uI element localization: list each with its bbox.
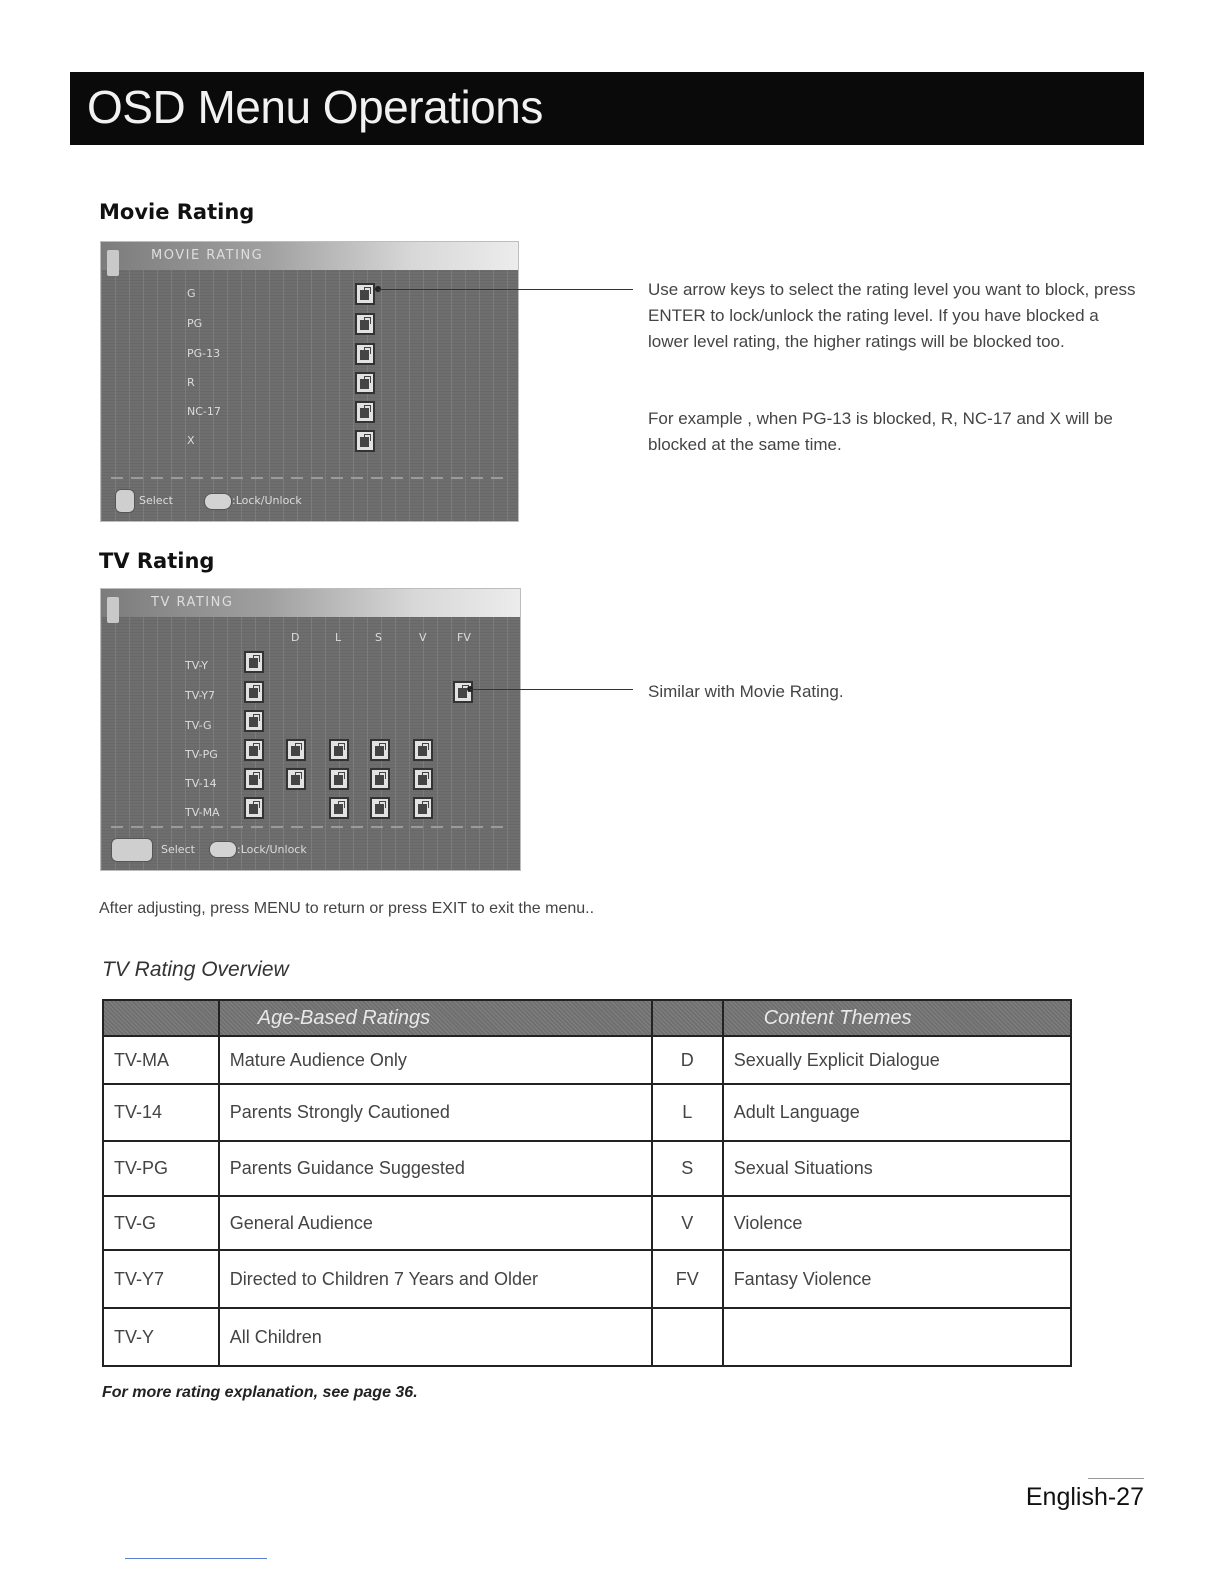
enter-key-icon: [209, 841, 237, 858]
meaning-cell: Directed to Children 7 Years and Older: [219, 1250, 652, 1308]
table-header-spacer: [103, 1000, 219, 1036]
lock-icon: [413, 797, 433, 819]
osd-rating-label: TV-MA: [185, 806, 220, 819]
page-number: English-27: [1025, 1483, 1144, 1511]
osd-rating-label: TV-14: [185, 777, 217, 790]
lock-icon: [244, 797, 264, 819]
meaning-cell: Parents Strongly Cautioned: [219, 1084, 652, 1141]
lock-icon: [329, 739, 349, 761]
rating-cell: TV-MA: [103, 1036, 219, 1084]
osd-rating-label: NC-17: [187, 405, 221, 418]
osd-footer-select: Select: [139, 494, 173, 507]
table-header-spacer: [652, 1000, 723, 1036]
lock-icon: [286, 739, 306, 761]
osd-footer-select: Select: [161, 843, 195, 856]
code-cell: [652, 1308, 723, 1366]
movie-rating-osd-screenshot: [100, 241, 519, 522]
tv-rating-overview-table: [102, 999, 1072, 1367]
osd-rating-label: X: [187, 434, 195, 447]
osd-column-label: V: [419, 631, 427, 644]
osd-title: MOVIE RATING: [151, 248, 264, 263]
header-banner: [70, 72, 1144, 145]
rating-cell: TV-G: [103, 1196, 219, 1250]
theme-cell: Sexual Situations: [723, 1141, 1071, 1196]
osd-column-label: FV: [457, 631, 471, 644]
osd-rating-label: PG: [187, 317, 203, 330]
enter-key-icon: [204, 493, 232, 510]
osd-rating-label: R: [187, 376, 195, 389]
osd-title: TV RATING: [151, 595, 234, 610]
theme-cell: Fantasy Violence: [723, 1250, 1071, 1308]
table-row: [103, 1308, 1071, 1366]
lock-icon: [244, 768, 264, 790]
movie-rating-heading: Movie Rating: [99, 200, 255, 224]
osd-logo-icon: [107, 597, 119, 623]
osd-rating-label: TV-Y: [185, 659, 208, 672]
callout-line: [378, 289, 633, 290]
lock-icon: [355, 430, 375, 452]
theme-cell: [723, 1308, 1071, 1366]
lock-icon: [329, 768, 349, 790]
osd-footer-enter: :Lock/Unlock: [237, 843, 307, 856]
osd-rating-label: PG-13: [187, 347, 221, 360]
table-row: [103, 1036, 1071, 1084]
code-cell: S: [652, 1141, 723, 1196]
osd-footer-enter: :Lock/Unlock: [232, 494, 302, 507]
tv-rating-osd-screenshot: [100, 588, 521, 871]
osd-divider: [111, 826, 510, 828]
table-header-content-themes: Content Themes: [723, 1000, 1071, 1036]
tv-rating-overview-heading: TV Rating Overview: [102, 958, 289, 981]
rating-cell: TV-PG: [103, 1141, 219, 1196]
osd-column-label: L: [335, 631, 342, 644]
meaning-cell: Mature Audience Only: [219, 1036, 652, 1084]
footnote: For more rating explanation, see page 36.: [102, 1384, 418, 1401]
divider: [1088, 1478, 1144, 1479]
meaning-cell: All Children: [219, 1308, 652, 1366]
lock-icon: [355, 283, 375, 305]
lock-icon: [355, 313, 375, 335]
table-header-age-based: Age-Based Ratings: [219, 1000, 652, 1036]
osd-rating-label: TV-PG: [185, 748, 218, 761]
callout-line: [470, 689, 633, 690]
osd-column-label: D: [291, 631, 300, 644]
theme-cell: Violence: [723, 1196, 1071, 1250]
movie-rating-example: For example , when PG-13 is blocked, R, NC-17 and X will be blocked at the same time.: [648, 409, 1113, 454]
lock-icon: [355, 401, 375, 423]
arrow-keys-icon: [111, 838, 153, 862]
lock-icon: [244, 710, 264, 732]
code-cell: D: [652, 1036, 723, 1084]
meaning-cell: General Audience: [219, 1196, 652, 1250]
lock-icon: [286, 768, 306, 790]
osd-divider: [111, 477, 508, 479]
divider: [125, 1558, 267, 1559]
code-cell: L: [652, 1084, 723, 1141]
table-row: [103, 1250, 1071, 1308]
rating-cell: TV-Y: [103, 1308, 219, 1366]
table-row: [103, 1141, 1071, 1196]
osd-rating-label: TV-G: [185, 719, 212, 732]
tv-rating-heading: TV Rating: [99, 549, 215, 573]
lock-icon: [355, 343, 375, 365]
osd-rating-label: G: [187, 287, 196, 300]
page-title: OSD Menu Operations: [87, 81, 543, 133]
lock-icon: [244, 651, 264, 673]
tv-rating-description: Similar with Movie Rating.: [648, 682, 844, 701]
lock-icon: [370, 768, 390, 790]
lock-icon: [355, 372, 375, 394]
osd-rating-label: TV-Y7: [185, 689, 215, 702]
lock-icon: [453, 681, 473, 703]
meaning-cell: Parents Guidance Suggested: [219, 1141, 652, 1196]
lock-icon: [329, 797, 349, 819]
theme-cell: Adult Language: [723, 1084, 1071, 1141]
lock-icon: [413, 739, 433, 761]
lock-icon: [244, 739, 264, 761]
lock-icon: [244, 681, 264, 703]
arrow-keys-icon: [115, 489, 135, 513]
osd-logo-icon: [107, 250, 119, 276]
lock-icon: [370, 739, 390, 761]
rating-cell: TV-Y7: [103, 1250, 219, 1308]
lock-icon: [370, 797, 390, 819]
code-cell: V: [652, 1196, 723, 1250]
table-row: [103, 1084, 1071, 1141]
table-row: [103, 1196, 1071, 1250]
code-cell: FV: [652, 1250, 723, 1308]
after-adjusting-note: After adjusting, press MENU to return or press EXIT to exit the menu..: [99, 900, 595, 917]
rating-cell: TV-14: [103, 1084, 219, 1141]
lock-icon: [413, 768, 433, 790]
movie-rating-description: Use arrow keys to select the rating level you want to block, press ENTER to lock/unlock the rating level. If you have blocked a lower level rating, the higher ratings will be blocked too.: [648, 280, 1136, 351]
theme-cell: Sexually Explicit Dialogue: [723, 1036, 1071, 1084]
osd-column-label: S: [375, 631, 382, 644]
